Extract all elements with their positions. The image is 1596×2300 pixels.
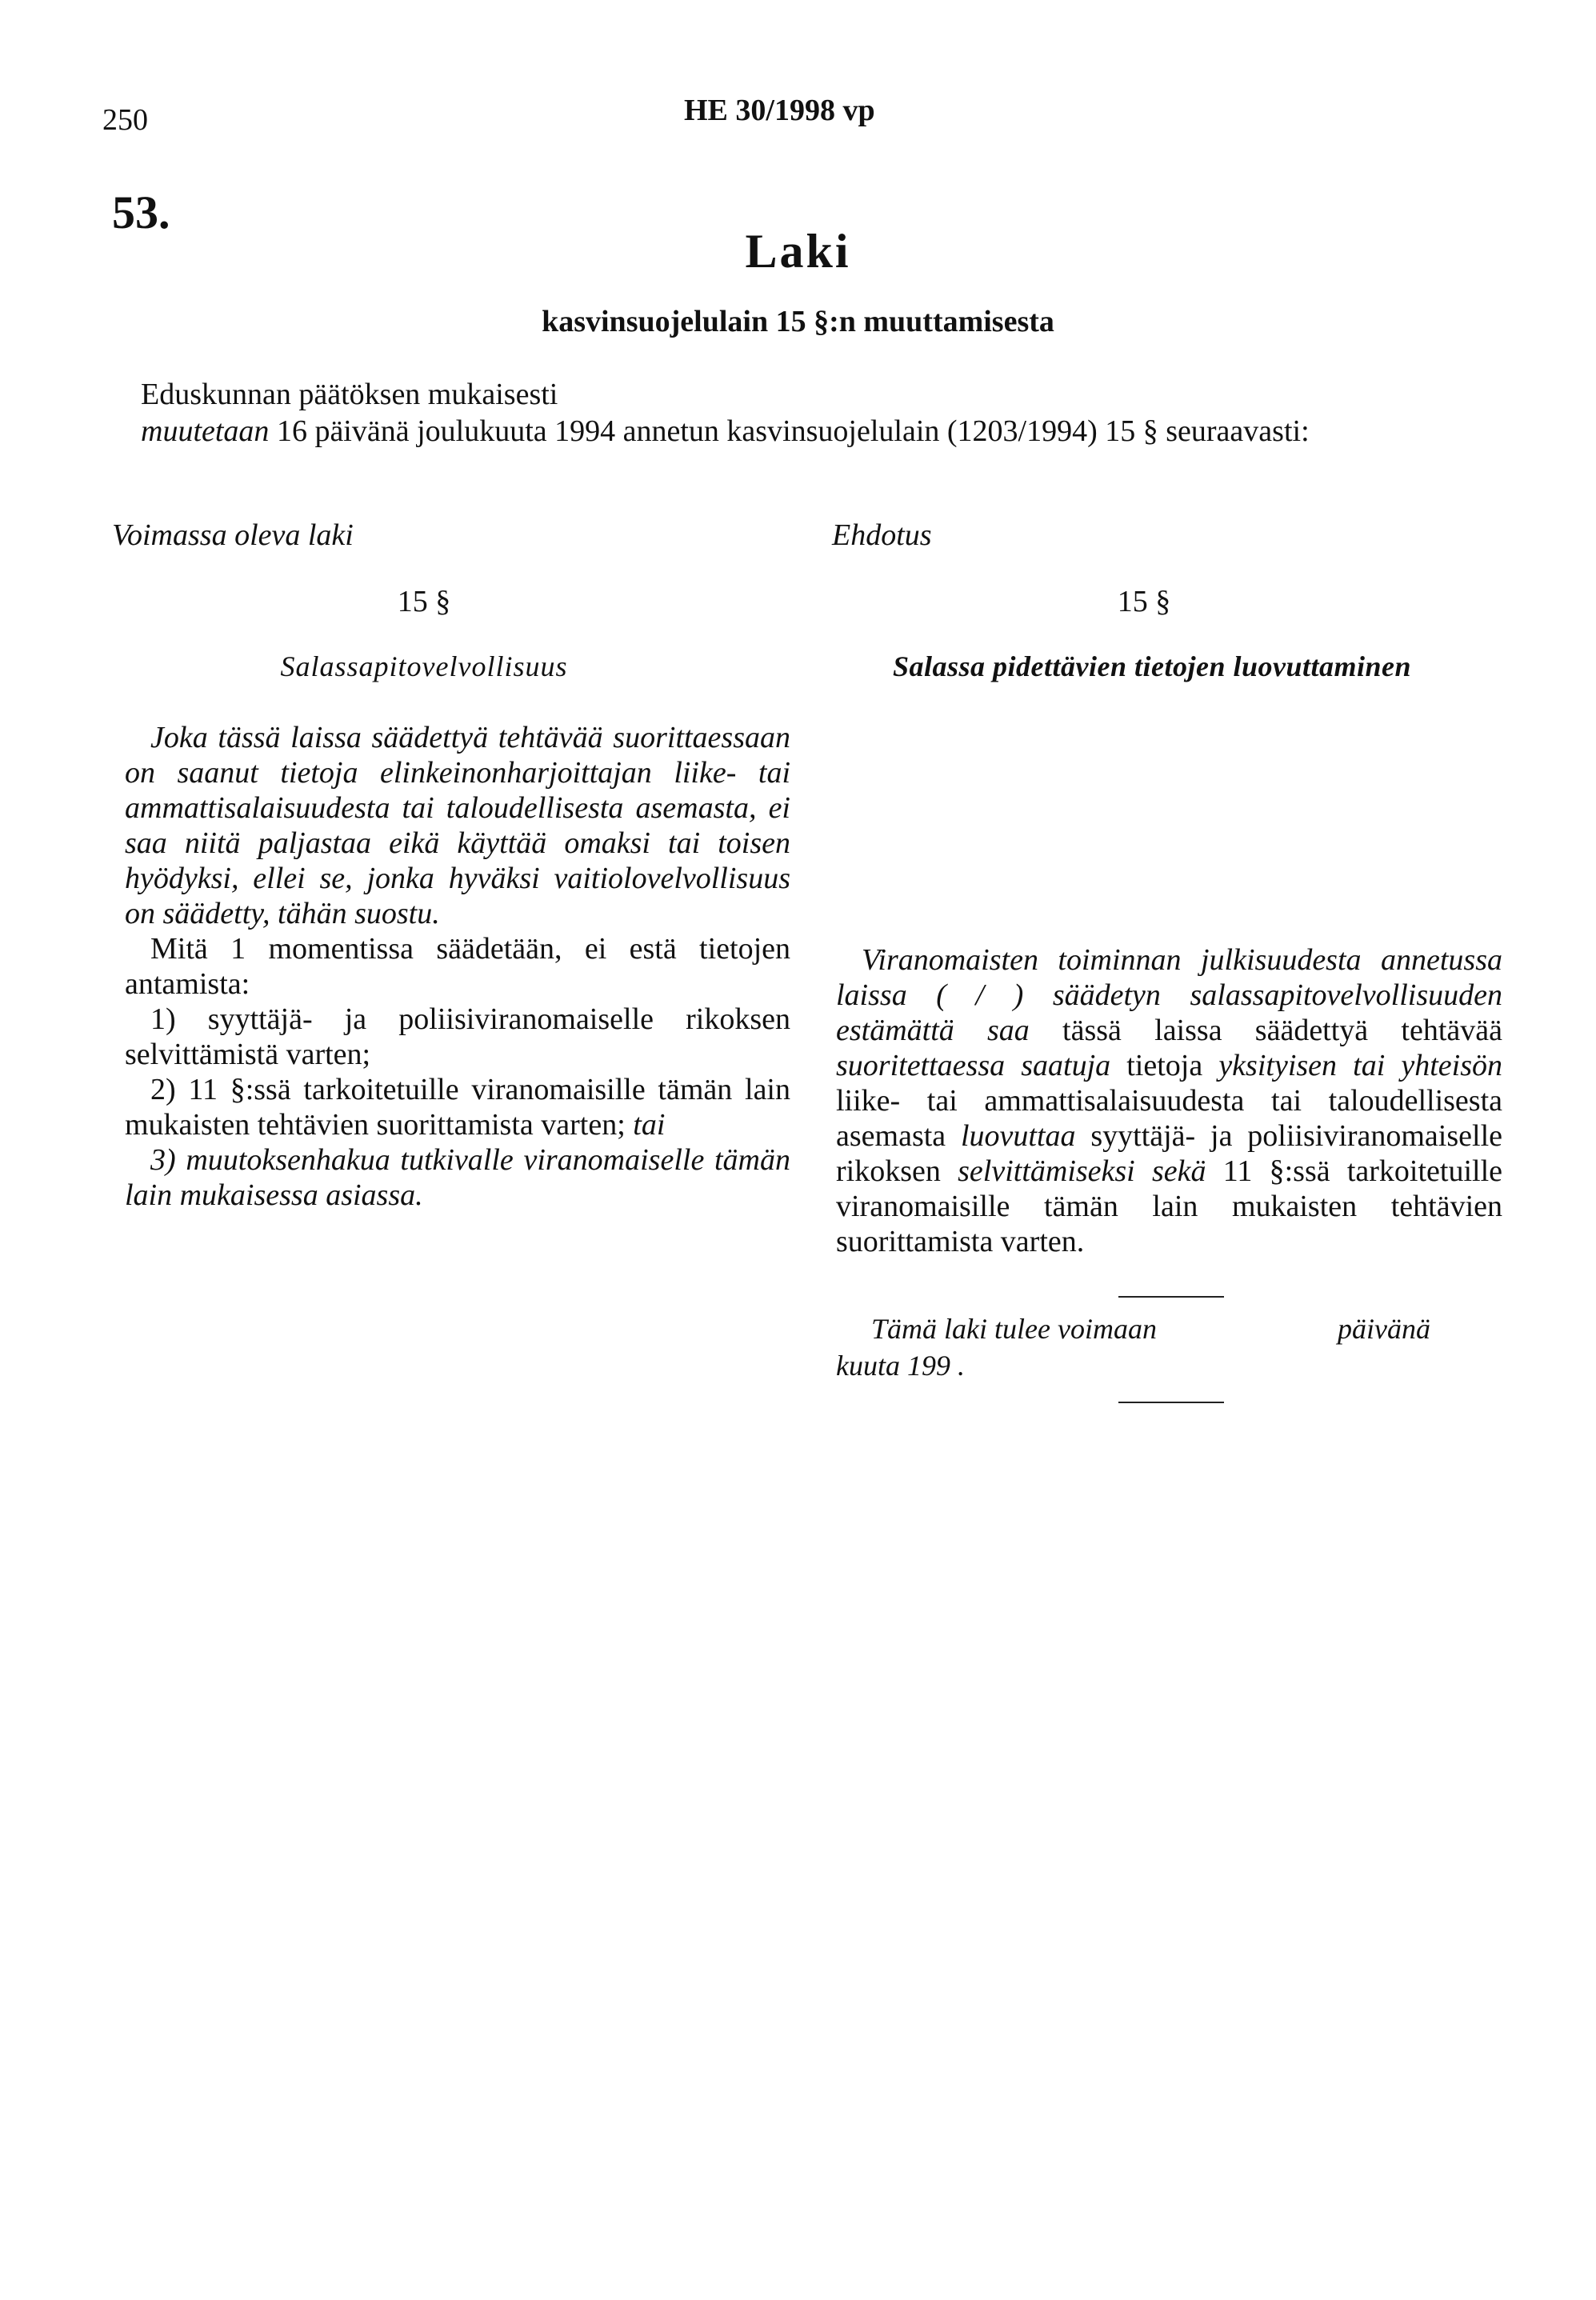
proposal-t5: 11 §:ssä tarkoitetuille viranomaisille tämän lain mukaisten tehtävien suorittamista varten. xyxy=(836,1154,1503,1258)
proposal-t3: liike- tai ammattisalaisuudesta tai taloudellisesta asemasta xyxy=(836,1084,1502,1153)
proposal-t1: tässä laissa säädettyä tehtävää xyxy=(1029,1014,1502,1047)
proposal-i4: luovuttaa xyxy=(960,1119,1076,1153)
entry-line-2: kuuta 199 . xyxy=(836,1350,965,1382)
separator-rule-top xyxy=(1118,1296,1224,1298)
current-item-1: 1) syyttäjä- ja poliisiviranomaiselle rikoksen selvittämistä varten; xyxy=(125,1002,790,1071)
intro-verb: muutetaan xyxy=(141,414,270,448)
proposal-i3: yksityisen tai yhteisön xyxy=(1218,1049,1502,1082)
proposal-t2: tietoja xyxy=(1110,1049,1219,1082)
proposal-para-1 xyxy=(836,942,1502,1259)
proposal-heading: Ehdotus xyxy=(832,518,932,552)
intro-line-2 xyxy=(141,413,1509,450)
current-section-number: 15 § xyxy=(397,585,451,618)
current-section-title: Salassapitovelvollisuus xyxy=(280,650,568,682)
entry-text-a: Tämä laki tulee voimaan xyxy=(871,1313,1157,1345)
current-para-2: Mitä 1 momentissa säädetään, ei estä tietojen antamista: xyxy=(125,932,790,1001)
current-item-2 xyxy=(125,1072,790,1142)
current-item-3: 3) muutoksenhakua tutkivalle viranomaiselle tämän lain mukaisessa asiassa. xyxy=(125,1143,790,1212)
proposal-section-number: 15 § xyxy=(1117,585,1171,618)
proposal-i1: Viranomaisten toiminnan julkisuudesta annetussa laissa ( / ) säädetyn salassapitovelvollisuuden estämättä saa xyxy=(836,943,1502,1047)
intro-rest: 16 päivänä joulukuuta 1994 annetun kasvinsuojelulain (1203/1994) 15 § seuraavasti: xyxy=(269,414,1310,448)
entry-line-1 xyxy=(836,1310,1502,1347)
current-item-2-text: 2) 11 §:ssä tarkoitetuille viranomaisille tämän lain mukaisten tehtävien suorittamista varten; xyxy=(125,1073,790,1142)
proposal-i2: suoritettaessa saatuja xyxy=(836,1049,1111,1082)
current-law-body xyxy=(125,720,790,1213)
current-para-1: Joka tässä laissa säädettyä tehtävää suorittaessaan on saanut tietoja elinkeinonharjoittajan liike- tai ammattisalaisuudesta tai taloudellisesta asemasta, ei saa niitä paljastaa eikä käyttää omaksi tai toisen hyödyksi, ellei se, jonka hyväksi vaitiolovelvollisuus on säädetty, tähän suostu. xyxy=(125,721,790,930)
separator-rule-bottom xyxy=(1118,1402,1224,1403)
proposal-section-title: Salassa pidettävien tietojen luovuttaminen xyxy=(892,650,1412,682)
intro-line-1: Eduskunnan päätöksen mukaisesti xyxy=(141,378,558,411)
law-subtitle: kasvinsuojelulain 15 §:n muuttamisesta xyxy=(542,305,1054,338)
proposal-t4: syyttäjä- ja poliisiviranomaiselle rikoksen xyxy=(836,1119,1502,1188)
law-number: 53. xyxy=(112,186,170,238)
current-item-2-tail: tai xyxy=(633,1108,666,1142)
entry-text-b: päivänä xyxy=(1338,1313,1430,1345)
document-id: HE 30/1998 vp xyxy=(684,94,875,127)
intro-paragraph xyxy=(141,376,1509,450)
law-title: Laki xyxy=(745,225,851,278)
entry-into-force-clause xyxy=(836,1310,1502,1384)
current-law-heading: Voimassa oleva laki xyxy=(112,518,354,552)
page-number: 250 xyxy=(102,103,148,137)
proposal-body xyxy=(836,942,1502,1259)
proposal-i5: selvittämiseksi sekä xyxy=(958,1154,1206,1188)
